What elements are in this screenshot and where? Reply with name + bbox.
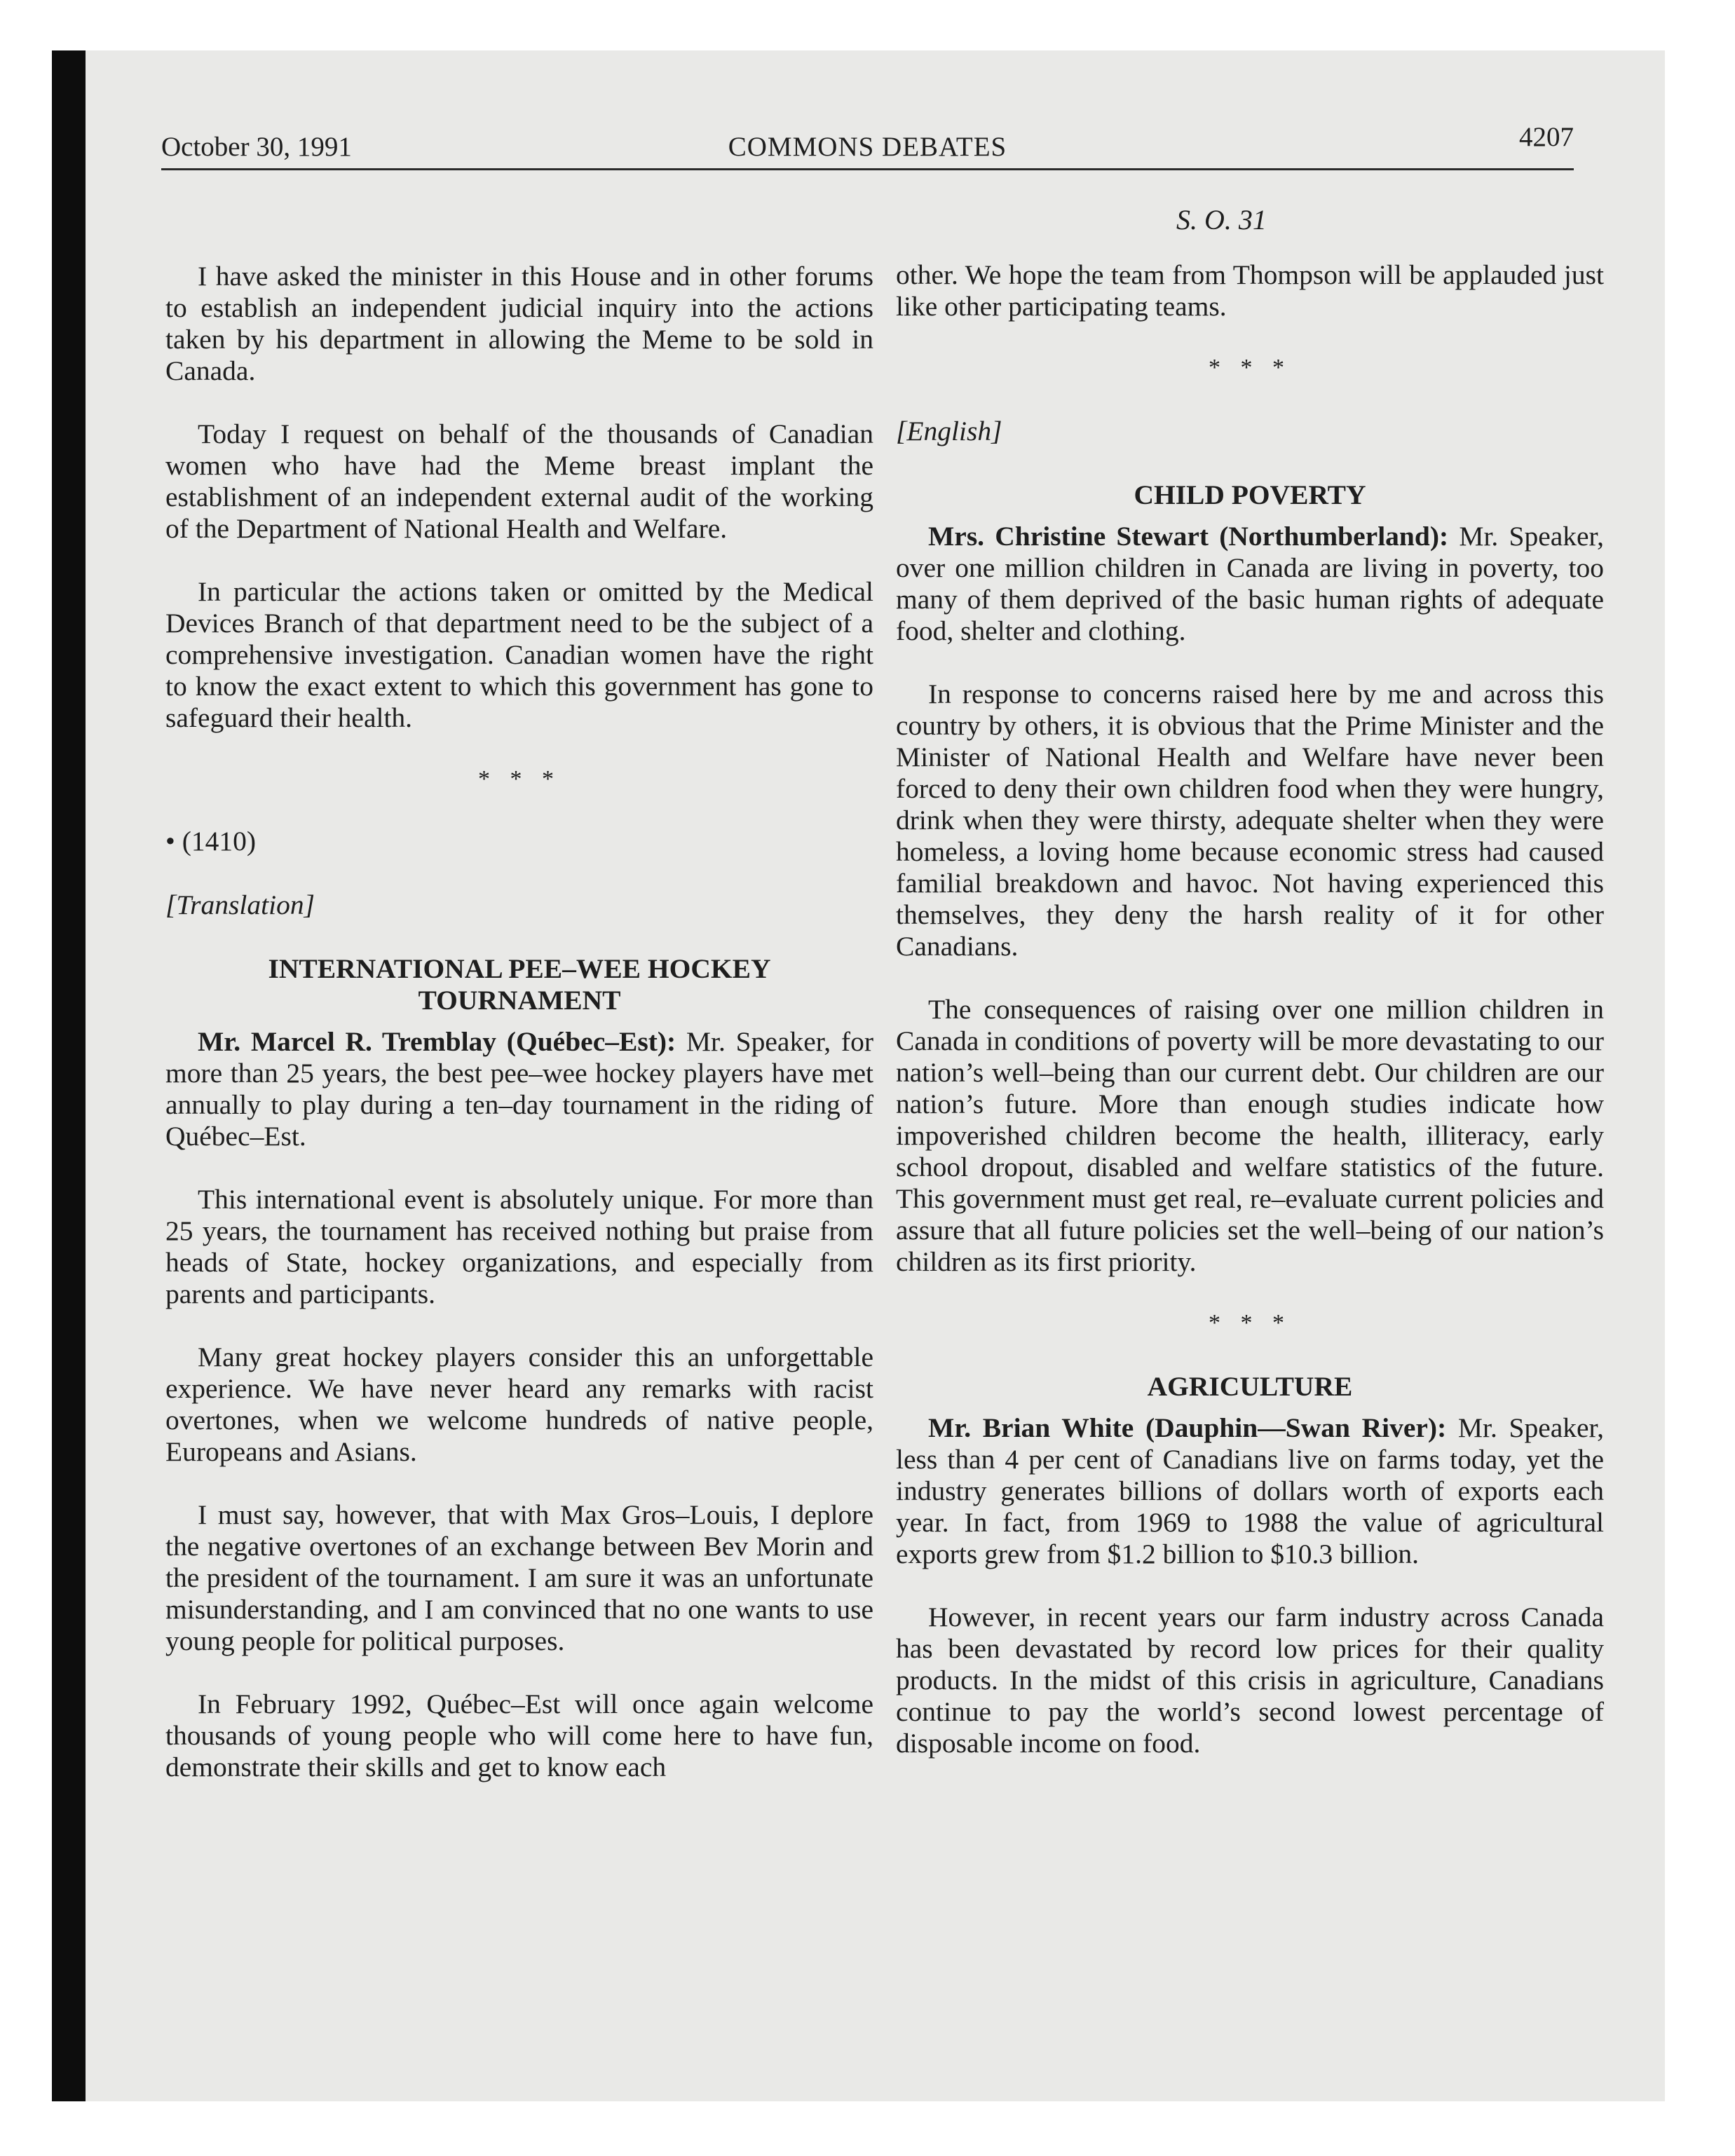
- section-heading: AGRICULTURE: [1147, 1371, 1353, 1402]
- speaker-name: Mrs. Christine Stewart (Northumberland):: [928, 521, 1449, 552]
- section-heading: CHILD POVERTY: [1134, 479, 1366, 510]
- speech-text: Mr. Speaker, less than 4 per cent of Canadians live on farms today, yet the industry generates billions of dollars worth of exports each year. In fact, from 1969 to 1988 the value of agricultural exports grew from $1.2 billion to $10.3 billion.: [896, 1412, 1604, 1569]
- paragraph: I have asked the minister in this House and in other forums to establish an independent judicial inquiry into the actions taken by his department in allowing the Meme to be sold in Canada.: [165, 261, 873, 386]
- paragraph: This international event is absolutely unique. For more than 25 years, the tournament has received nothing but praise from heads of State, hockey organizations, and especially from parents and participants.: [165, 1184, 873, 1309]
- speech-text: Mr. Speaker, for more than 25 years, the best pee–wee hockey players have met annually to play during a ten–day tournament in the riding of Québec–Est.: [165, 1026, 873, 1152]
- section-heading: INTERNATIONAL PEE–WEE HOCKEY TOURNAMENT: [268, 953, 771, 1016]
- paragraph: Today I request on behalf of the thousands of Canadian women who have had the Meme breast implant the establishment of an independent external audit of the working of the Department of National Health and Welfare.: [165, 418, 873, 544]
- speaker-name: Mr. Brian White (Dauphin—Swan River):: [928, 1412, 1447, 1443]
- section-separator: * * *: [478, 766, 561, 792]
- paragraph: Many great hockey players consider this an unforgettable experience. We have never heard any remarks with racist overtones, when we welcome hundreds of native people, Europeans and Asians.: [165, 1342, 873, 1467]
- paragraph: In particular the actions taken or omitted by the Medical Devices Branch of that department need to be the subject of a comprehensive investigation. Canadian women have the right to know the exact extent to which this government has gone to safeguard their health.: [165, 576, 873, 733]
- language-note: [Translation]: [165, 889, 315, 920]
- time-marker: • (1410): [165, 826, 257, 857]
- paragraph: I must say, however, that with Max Gros–Louis, I deplore the negative overtones of an exchange between Bev Morin and the president of the tournament. I am sure it was an unfortunate misunderstanding, and I am convinced that no one wants to use young people for political purposes.: [165, 1499, 873, 1656]
- speaker-paragraph: [165, 1026, 873, 1152]
- paragraph: However, in recent years our farm industry across Canada has been devastated by record low prices for their quality products. In the midst of this crisis in agriculture, Canadians continue to pay the world’s second lowest percentage of disposable income on food.: [896, 1602, 1604, 1759]
- speaker-paragraph: [896, 521, 1604, 647]
- section-label: S. O. 31: [1176, 204, 1267, 236]
- header-date: October 30, 1991: [161, 132, 352, 162]
- paragraph: The consequences of raising over one million children in Canada in conditions of poverty will be more devastating to our nation’s well–being than our current debt. Our children are our nation’s future. More than enough studies indicate how impoverished children become the health, illiteracy, early school dropout, disabled and welfare statistics of the future. This government must get real, re–evaluate current policies and assure that all future policies set the well–being of our nation’s children as its first priority.: [896, 994, 1604, 1277]
- page-header: [161, 122, 1574, 170]
- paragraph: other. We hope the team from Thompson will be applauded just like other participating teams.: [896, 259, 1604, 322]
- section-separator: * * *: [1209, 1310, 1291, 1336]
- scan-edge: [52, 50, 86, 2101]
- speaker-name: Mr. Marcel R. Tremblay (Québec–Est):: [198, 1026, 676, 1057]
- scanned-page: [52, 50, 1665, 2101]
- speaker-paragraph: [896, 1412, 1604, 1570]
- left-column: [165, 261, 873, 1783]
- paragraph: In response to concerns raised here by me and across this country by others, it is obvious that the Prime Minister and the Minister of National Health and Welfare have never been forced to deny their own children food when they were hungry, drink when they were thirsty, adequate shelter when they were homeless, a loving home because economic stress had caused familial breakdown and havoc. Not having experienced this themselves, they deny the harsh reality of it for other Canadians.: [896, 678, 1604, 962]
- language-note: [English]: [896, 416, 1002, 446]
- speech-text: Mr. Speaker, over one million children in Canada are living in poverty, too many of them deprived of the basic human rights of adequate food, shelter and clothing.: [896, 521, 1604, 646]
- header-title: COMMONS DEBATES: [728, 132, 1007, 162]
- paragraph: In February 1992, Québec–Est will once again welcome thousands of young people who will come here to have fun, demonstrate their skills and get to know each: [165, 1688, 873, 1782]
- right-column: [896, 259, 1604, 1759]
- section-separator: * * *: [1209, 355, 1291, 381]
- page-number: 4207: [1519, 122, 1574, 152]
